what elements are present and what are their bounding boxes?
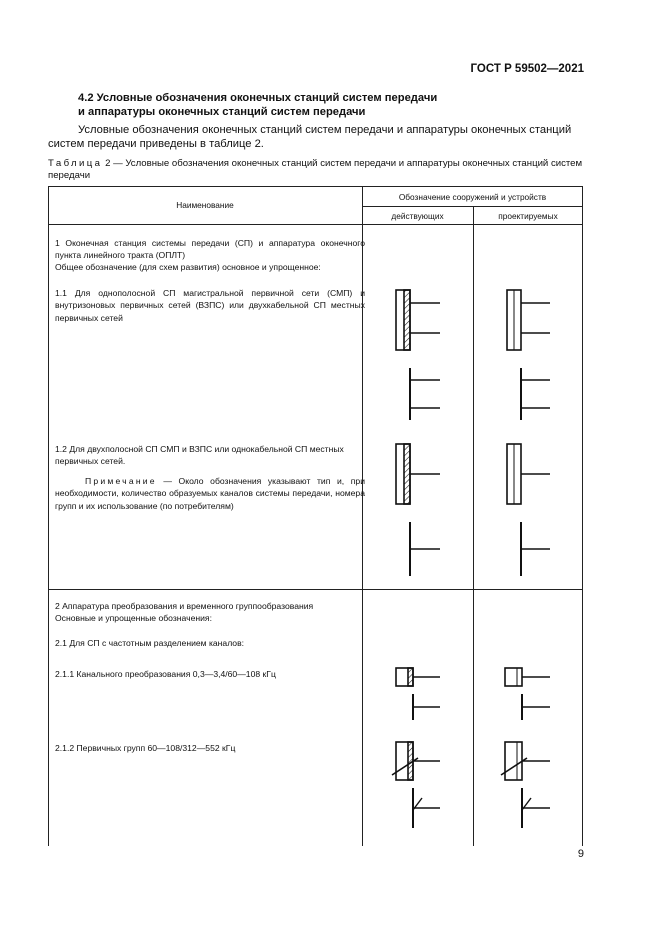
header-designation: Обозначение сооружений и устройств	[398, 192, 547, 202]
row-2-title: 2 Аппаратура преобразования и временного группообразования	[55, 601, 314, 611]
symbol-1-1-existing-simplified	[410, 368, 440, 420]
header-projected: проектируемых	[498, 211, 558, 221]
section-title-line-1: 4.2 Условные обозначения оконечных станций систем передачи	[78, 92, 438, 104]
symbol-1-1-existing-main	[396, 290, 440, 350]
symbol-2-1-2-projected-simplified	[522, 788, 550, 828]
symbol-1-2-projected-main	[507, 444, 550, 504]
header-existing: действующих	[391, 211, 444, 221]
symbol-2-1-2-existing-main	[392, 742, 440, 780]
symbol-2-1-1-projected-simplified	[522, 694, 550, 720]
note-word: Примечание	[85, 476, 157, 486]
note-text: — Около обозначения указывают тип и, при необходимости, количество образуемых каналов системы передачи, номера групп и их использование (по потребителям)	[55, 476, 365, 511]
section-paragraph: Условные обозначения оконечных станций систем передачи и аппаратуры оконечных станций систем передачи приведены в таблице 2.	[48, 124, 572, 150]
row-2-1-2: 2.1.2 Первичных групп 60—108/312—552 кГц	[55, 743, 236, 753]
symbol-2-1-1-existing-simplified	[413, 694, 440, 720]
table-caption-word: Таблица	[48, 158, 103, 169]
page-number: 9	[577, 848, 584, 860]
row-1-2: 1.2 Для двухполосной СП СМП и ВЗПС или однокабельной СП местных первичных сетей.	[55, 444, 344, 467]
row-1-1: 1.1 Для однополосной СП магистральной первичной сети (СМП) и внутризоновых первичных сетей (ВЗПС) или двухкабельной СП местных первичных сетей	[55, 288, 365, 323]
row-1-title: 1 Оконечная станция системы передачи (СП) и аппаратура оконечного пункта линейного тракта (ОПЛТ)	[55, 238, 365, 261]
row-2-sub: Основные и упрощенные обозначения:	[55, 613, 212, 623]
symbol-2-1-1-existing-main	[396, 668, 440, 686]
symbol-1-1-projected-simplified	[521, 368, 550, 420]
symbol-1-1-projected-main	[507, 290, 550, 350]
row-2-1: 2.1 Для СП с частотным разделением каналов:	[55, 638, 245, 648]
symbol-1-2-projected-simplified	[521, 522, 550, 576]
table-caption-text: 2 — Условные обозначения оконечных станций систем передачи и аппаратуры оконечных станций систем передачи	[48, 158, 583, 181]
section-title-line-2: и аппаратуры оконечных станций систем передачи	[78, 106, 366, 118]
header-name: Наименование	[176, 200, 234, 210]
symbol-2-1-2-existing-simplified	[413, 788, 440, 828]
symbol-1-2-existing-main	[396, 444, 440, 504]
symbol-2-1-2-projected-main	[501, 742, 550, 780]
symbol-1-2-existing-simplified	[410, 522, 440, 576]
symbol-2-1-1-projected-main	[505, 668, 550, 686]
document-code: ГОСТ Р 59502—2021	[470, 63, 584, 75]
row-1-general: Общее обозначение (для схем развития) основное и упрощенное:	[55, 262, 321, 272]
row-2-1-1: 2.1.1 Канального преобразования 0,3—3,4/60—108 кГц	[55, 669, 276, 679]
